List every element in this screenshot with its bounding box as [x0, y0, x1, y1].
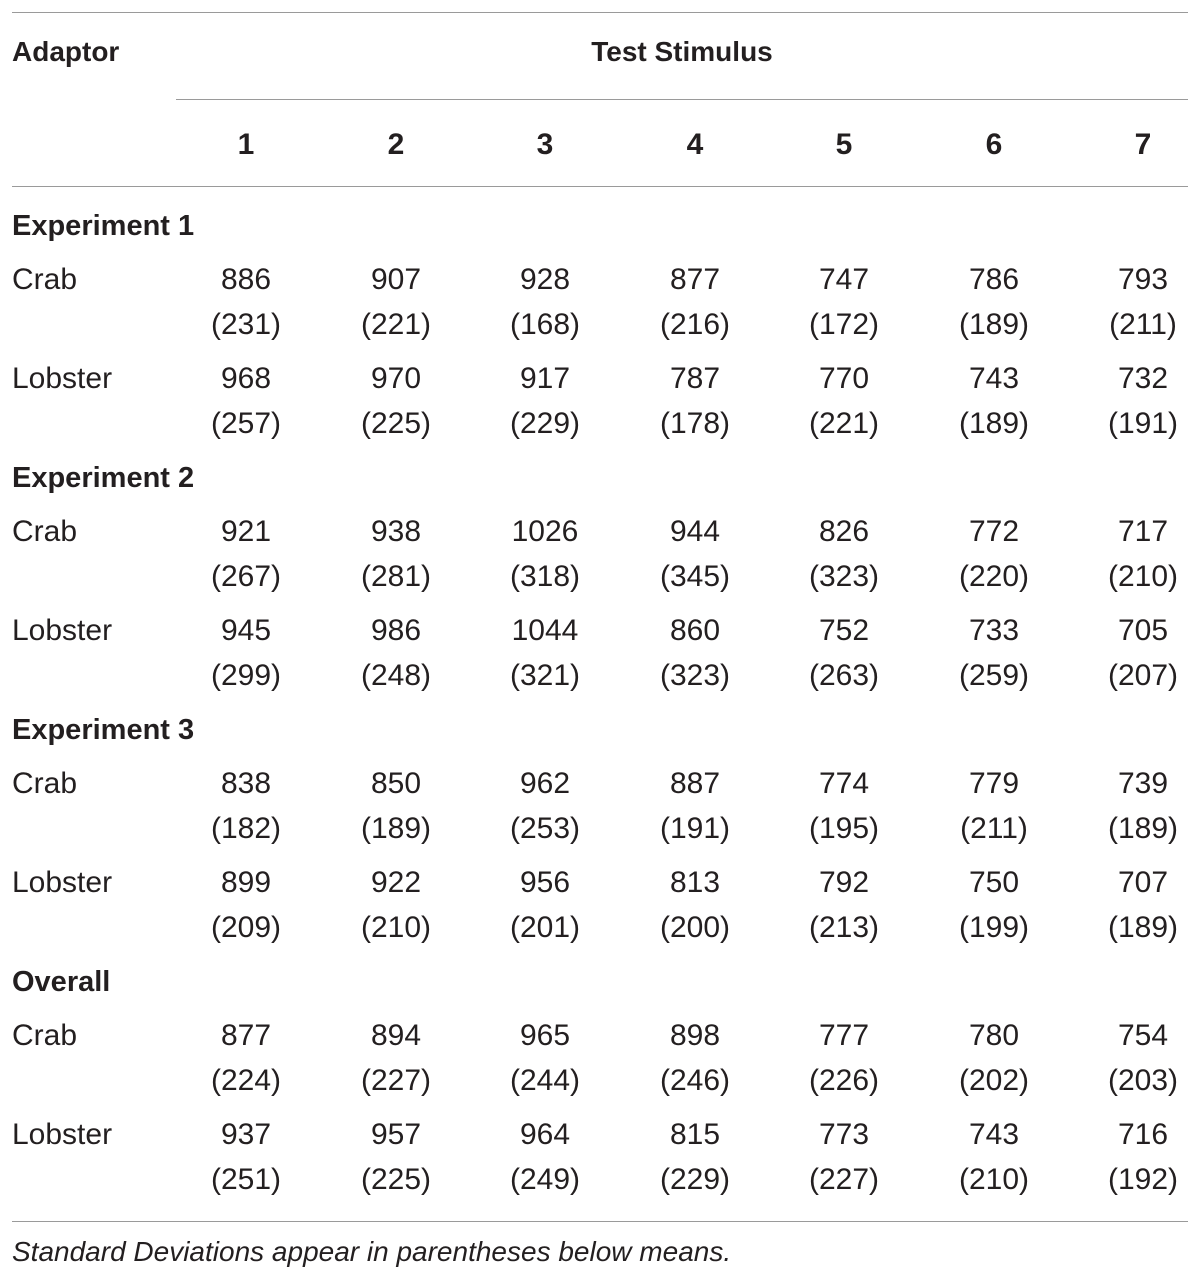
sd-cell: (201) — [509, 911, 581, 944]
sd-cell: (323) — [808, 560, 880, 593]
sd-cell: (281) — [360, 560, 432, 593]
sd-cell: (263) — [808, 659, 880, 692]
mean-cell: 956 — [519, 866, 571, 899]
mean-cell: 707 — [1117, 866, 1169, 899]
column-header: 1 — [237, 128, 255, 161]
sd-cell: (251) — [210, 1163, 282, 1196]
mean-cell: 705 — [1117, 614, 1169, 647]
mean-cell: 986 — [370, 614, 422, 647]
mean-cell: 743 — [968, 1118, 1020, 1151]
sd-cell: (244) — [509, 1064, 581, 1097]
mean-cell: 970 — [370, 362, 422, 395]
row-label: Lobster — [12, 1118, 113, 1151]
sd-cell: (191) — [659, 812, 731, 845]
mean-cell: 962 — [519, 767, 571, 800]
mean-cell: 850 — [370, 767, 422, 800]
column-header: 5 — [835, 128, 853, 161]
mean-cell: 787 — [669, 362, 721, 395]
row-label: Crab — [12, 515, 78, 548]
mean-cell: 957 — [370, 1118, 422, 1151]
mean-cell: 752 — [818, 614, 870, 647]
mean-cell: 739 — [1117, 767, 1169, 800]
sd-cell: (207) — [1107, 659, 1179, 692]
mean-cell: 877 — [220, 1019, 272, 1052]
sd-cell: (321) — [509, 659, 581, 692]
sd-cell: (199) — [958, 911, 1030, 944]
mean-cell: 922 — [370, 866, 422, 899]
sd-cell: (168) — [509, 308, 581, 341]
mean-cell: 750 — [968, 866, 1020, 899]
sd-cell: (229) — [659, 1163, 731, 1196]
sd-cell: (246) — [659, 1064, 731, 1097]
mean-cell: 968 — [220, 362, 272, 395]
sd-cell: (227) — [360, 1064, 432, 1097]
stimulus-rule — [176, 99, 1188, 100]
sd-cell: (189) — [1107, 911, 1179, 944]
mean-cell: 754 — [1117, 1019, 1169, 1052]
sd-cell: (323) — [659, 659, 731, 692]
sd-cell: (191) — [1107, 407, 1179, 440]
mean-cell: 917 — [519, 362, 571, 395]
sd-cell: (257) — [210, 407, 282, 440]
mean-cell: 886 — [220, 263, 272, 296]
sd-cell: (189) — [360, 812, 432, 845]
mean-cell: 815 — [669, 1118, 721, 1151]
sd-cell: (195) — [808, 812, 880, 845]
mean-cell: 1044 — [511, 614, 579, 647]
mean-cell: 716 — [1117, 1118, 1169, 1151]
sd-cell: (225) — [360, 407, 432, 440]
sd-cell: (253) — [509, 812, 581, 845]
row-label: Crab — [12, 263, 78, 296]
mean-cell: 774 — [818, 767, 870, 800]
mean-cell: 1026 — [511, 515, 579, 548]
mean-cell: 717 — [1117, 515, 1169, 548]
sd-cell: (202) — [958, 1064, 1030, 1097]
sd-cell: (189) — [958, 308, 1030, 341]
sd-cell: (231) — [210, 308, 282, 341]
sd-cell: (172) — [808, 308, 880, 341]
sd-cell: (189) — [1107, 812, 1179, 845]
mean-cell: 773 — [818, 1118, 870, 1151]
sd-cell: (182) — [210, 812, 282, 845]
mean-cell: 964 — [519, 1118, 571, 1151]
sd-cell: (318) — [509, 560, 581, 593]
sd-cell: (249) — [509, 1163, 581, 1196]
mean-cell: 813 — [669, 866, 721, 899]
mean-cell: 921 — [220, 515, 272, 548]
column-header-rule — [12, 186, 1188, 187]
mean-cell: 965 — [519, 1019, 571, 1052]
sd-cell: (210) — [1107, 560, 1179, 593]
section-title: Overall — [12, 966, 111, 998]
sd-cell: (225) — [360, 1163, 432, 1196]
mean-cell: 770 — [818, 362, 870, 395]
top-rule — [12, 12, 1188, 13]
mean-cell: 945 — [220, 614, 272, 647]
mean-cell: 944 — [669, 515, 721, 548]
sd-cell: (203) — [1107, 1064, 1179, 1097]
footnote: Standard Deviations appear in parentheses below means. — [12, 1236, 732, 1267]
sd-cell: (211) — [1109, 308, 1177, 341]
sd-cell: (220) — [958, 560, 1030, 593]
test-stimulus-header: Test Stimulus — [591, 36, 773, 67]
sd-cell: (200) — [659, 911, 731, 944]
mean-cell: 938 — [370, 515, 422, 548]
sd-cell: (192) — [1107, 1163, 1179, 1196]
adaptor-header: Adaptor — [12, 36, 120, 67]
mean-cell: 747 — [818, 263, 870, 296]
row-label: Crab — [12, 1019, 78, 1052]
mean-cell: 792 — [818, 866, 870, 899]
column-header: 3 — [536, 128, 554, 161]
section-title: Experiment 1 — [12, 210, 195, 242]
mean-cell: 733 — [968, 614, 1020, 647]
column-header: 2 — [387, 128, 405, 161]
mean-cell: 780 — [968, 1019, 1020, 1052]
sd-cell: (221) — [808, 407, 880, 440]
mean-cell: 779 — [968, 767, 1020, 800]
sd-cell: (178) — [659, 407, 731, 440]
sd-cell: (267) — [210, 560, 282, 593]
row-label: Lobster — [12, 614, 113, 647]
mean-cell: 894 — [370, 1019, 422, 1052]
column-header: 7 — [1134, 128, 1152, 161]
sd-cell: (210) — [958, 1163, 1030, 1196]
mean-cell: 826 — [818, 515, 870, 548]
mean-cell: 937 — [220, 1118, 272, 1151]
mean-cell: 898 — [669, 1019, 721, 1052]
sd-cell: (248) — [360, 659, 432, 692]
sd-cell: (345) — [659, 560, 731, 593]
sd-cell: (189) — [958, 407, 1030, 440]
bottom-rule — [12, 1221, 1188, 1222]
section-title: Experiment 3 — [12, 714, 195, 746]
sd-cell: (229) — [509, 407, 581, 440]
sd-cell: (226) — [808, 1064, 880, 1097]
sd-cell: (227) — [808, 1163, 880, 1196]
mean-cell: 907 — [370, 263, 422, 296]
sd-cell: (211) — [960, 812, 1028, 845]
mean-cell: 732 — [1117, 362, 1169, 395]
sd-cell: (210) — [360, 911, 432, 944]
row-label: Lobster — [12, 362, 113, 395]
mean-cell: 777 — [818, 1019, 870, 1052]
mean-cell: 877 — [669, 263, 721, 296]
mean-cell: 887 — [669, 767, 721, 800]
mean-cell: 772 — [968, 515, 1020, 548]
mean-cell: 860 — [669, 614, 721, 647]
sd-cell: (221) — [360, 308, 432, 341]
row-label: Lobster — [12, 866, 113, 899]
mean-cell: 899 — [220, 866, 272, 899]
sd-cell: (216) — [659, 308, 731, 341]
sd-cell: (209) — [210, 911, 282, 944]
section-title: Experiment 2 — [12, 462, 195, 494]
column-header: 4 — [686, 128, 704, 161]
sd-cell: (224) — [210, 1064, 282, 1097]
column-header: 6 — [985, 128, 1003, 161]
mean-cell: 838 — [220, 767, 272, 800]
sd-cell: (213) — [808, 911, 880, 944]
mean-cell: 786 — [968, 263, 1020, 296]
sd-cell: (299) — [210, 659, 282, 692]
mean-cell: 928 — [519, 263, 571, 296]
row-label: Crab — [12, 767, 78, 800]
mean-cell: 743 — [968, 362, 1020, 395]
mean-cell: 793 — [1117, 263, 1169, 296]
sd-cell: (259) — [958, 659, 1030, 692]
